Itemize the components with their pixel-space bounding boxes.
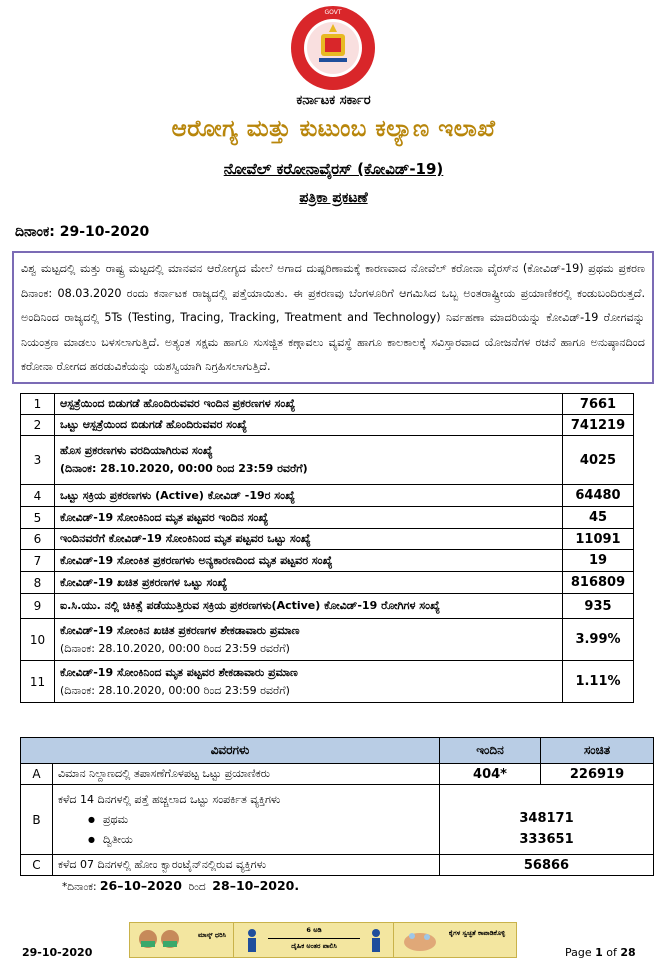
stats-row [21,572,634,594]
stats-row-description-cell [55,619,563,661]
stats-row-description: ಒಟ್ಟು ಆಸ್ಪತ್ರೆಯಿಂದ ಬಿಡುಗಡೆ ಹೊಂದಿರುವವರ ಸಂಖ್ಯೆ [60,418,247,431]
footer-date: 29-10-2020 [22,946,93,959]
footnote-to: 28–10–2020. [212,878,300,893]
person-left-icon [244,928,260,954]
government-name: ಕರ್ನಾಟಕ ಸರ್ಕಾರ [296,93,371,108]
stats-row-number: 7 [21,550,55,572]
stats-row-description-cell [55,529,563,550]
stats-row-value: 11091 [563,529,634,550]
header-cumulative: ಸಂಚಿತ [541,738,654,764]
document-type: ಪತ್ರಿಕಾ ಪ್ರಕಟಣೆ [299,190,368,206]
stats-row-value: 4025 [563,436,634,485]
page-of: of [606,946,617,959]
row-b-values [440,785,654,855]
footnote-mid: ರಿಂದ [188,881,206,893]
stats-row-description: ಕೋವಿಡ್-19 ಸೋಂಕಿನಿಂದ ಮೃತ ಪಟ್ಟವರ ಶೇಕಡಾವಾರು ಪ್ರಮಾಣ [60,665,298,679]
stats-row [21,529,634,550]
footnote-from: 26–10–2020 [99,878,182,893]
row-c-value: 56866 [440,855,654,876]
row-b-primary-value: 348171 [519,810,574,826]
stats-row-value: 741219 [563,415,634,436]
banner-hands-cell [394,923,516,957]
department-title: ಆರೋಗ್ಯ ಮತ್ತು ಕುಟುಂಬ ಕಲ್ಯಾಣ ಇಲಾಖೆ [171,116,496,142]
footnote [62,878,299,894]
stats-row-date-range: (ದಿನಾಂಕ: 28.10.2020, 00:00 ರಿಂದ 23:59 ರವರೆಗೆ) [60,641,290,655]
row-a-today: 404* [440,764,541,785]
page-current: 1 [595,946,603,959]
stats-row-value: 935 [563,594,634,619]
banner-hands-text: ಕೈಗಳ ಸ್ವಚ್ಛತೆ ಕಾಪಾಡಿಕೊಳ್ಳಿ [448,929,506,937]
stats-row-number: 3 [21,436,55,485]
stats-row-number: 5 [21,507,55,529]
stats-row-date-range: (ದಿನಾಂಕ: 28.10.2020, 00:00 ರಿಂದ 23:59 ರವರೆಗೆ) [60,683,290,697]
stats-row [21,485,634,507]
stats-row-value: 64480 [563,485,634,507]
stats-row [21,550,634,572]
release-date: ದಿನಾಂಕ: 29-10-2020 [15,224,150,240]
stats-row-date-range: (ದಿನಾಂಕ: 28.10.2020, 00:00 ರಿಂದ 23:59 ರವರೆಗೆ) [60,462,308,475]
row-b-desc: ಕಳೆದ 14 ದಿನಗಳಲ್ಲಿ ಪತ್ತೆ ಹಚ್ಚಲಾದ ಒಟ್ಟು ಸಂಪರ್ಕಿತ ವ್ಯಕ್ತಿಗಳು [58,792,281,806]
stats-row-description: ಒಟ್ಟು ಸಕ್ರಿಯ ಪ್ರಕರಣಗಳು (Active) ಕೋವಿಡ್ -19ರ ಸಂಖ್ಯೆ [60,488,295,502]
row-b-cell [53,785,440,855]
stats-row [21,436,634,485]
row-a-label: A [21,764,53,785]
stats-row-value: 816809 [563,572,634,594]
row-c-label: C [21,855,53,876]
page-number [565,946,636,959]
stats-row-description: ಕೋವಿಡ್-19 ಸೋಂಕಿನಿಂದ ಮೃತ ಪಟ್ಟವರ ಇಂದಿನ ಸಂಖ್ಯೆ [60,510,269,524]
row-b-label: B [21,785,53,855]
safety-banner [129,922,517,958]
stats-row [21,415,634,436]
stats-row-description-cell [55,661,563,703]
distance-arrow [268,938,360,939]
stats-row-number: 4 [21,485,55,507]
stats-row-number: 10 [21,619,55,661]
stats-row-description-cell [55,394,563,415]
row-c-desc: ಕಳೆದ 07 ದಿನಗಳಲ್ಲಿ ಹೋಂ ಕ್ವಾರಂಟೈನ್‌ನಲ್ಲಿರುವ ವ್ಯಕ್ತಿಗಳು [53,855,440,876]
mask-people-icon [136,927,188,955]
stats-row-description-cell [55,572,563,594]
stats-row-description: ಕೋವಿಡ್-19 ಸೋಂಕಿತ ಪ್ರಕರಣಗಳು ಅನ್ಯಕಾರಣದಿಂದ ಮೃತ ಪಟ್ಟವರ ಸಂಖ್ಯೆ [60,553,333,567]
karnataka-emblem-icon [289,4,377,92]
row-b-secondary: ● ದ್ವಿತೀಯ [88,833,434,847]
stats-row-description: ಇಂದಿನವರೆಗೆ ಕೋವಿಡ್-19 ಸೋಂಕಿನಿಂದ ಮೃತ ಪಟ್ಟವರ ಒಟ್ಟು ಸಂಖ್ಯೆ [60,532,311,545]
intro-paragraph: ವಿಶ್ವ ಮಟ್ಟದಲ್ಲಿ ಮತ್ತು ರಾಷ್ಟ್ರ ಮಟ್ಟದಲ್ಲಿ ಮಾನವನ ಆರೋಗ್ಯದ ಮೇಲೆ ಅಗಾದ ದುಷ್ಪರಿಣಾಮಕ್ಕೆ ಕಾರಣವಾದ ನೋವೆಲ್ ಕರೋನಾ ವೈರಸ್‌ನ (ಕೋವಿಡ್-19) ಪ್ರಥಮ ಪ್ರಕರಣ ದಿನಾಂಕ: 08.03.2020 ರಂದು ಕರ್ನಾಟಕ ರಾಜ್ಯದಲ್ಲಿ ಪತ್ತೆಯಾಯಿತು. ಈ ಪ್ರಕರಣವು ಬೆಂಗಳೂರಿಗೆ ಆಗಮಿಸಿದ ಒಬ್ಬ ಅಂತರಾಷ್ಟ್ರೀಯ ಪ್ರಯಾಣಿಕರಲ್ಲಿ ಕಂಡುಬಂದಿರುತ್ತದೆ. ಅಂದಿನಿಂದ ರಾಜ್ಯದಲ್ಲಿ 5Ts (Testing, Tracing, Tracking, Treatment and Technology) ನಿರ್ವಹಣಾ ಮಾದರಿಯನ್ನು ಕೋವಿಡ್-19 ರೋಗವನ್ನು ನಿಯಂತ್ರಣ ಮಾಡಲು ಬಳಸಲಾಗುತ್ತಿದೆ. ಅತ್ಯಂತ ಸಕ್ಷಮ ಹಾಗೂ ಸುಸಜ್ಜಿತ ಕಣ್ಗಾವಲು ವ್ಯವಸ್ಥೆ ಹಾಗೂ ಕಾಲಕಾಲಕ್ಕೆ ಸವಿಸ್ತಾರವಾದ ಯೋಜನೆಗಳ ರಚನೆ ಹಾಗೂ ಅನುಷ್ಠಾನದಿಂದ ಕರೋನಾ ರೋಗದ ಹರಡುವಿಕೆಯನ್ನು ಯಶಸ್ವಿಯಾಗಿ ನಿಗ್ರಹಿಸಲಾಗುತ್ತಿದೆ. [12,251,654,384]
banner-distance: 6 ಅಡಿ [306,926,322,934]
banner-mask-text: ಮಾಸ್ಕ್ ಧರಿಸಿ [198,931,226,939]
travel-table [20,737,654,876]
stats-row-number: 6 [21,529,55,550]
subject-title: ನೋವೆಲ್ ಕರೋನಾವೈರಸ್ (ಕೋವಿಡ್-19) [223,160,444,178]
stats-row [21,394,634,415]
stats-row-value: 7661 [563,394,634,415]
stats-row-description-cell [55,594,563,619]
stats-row-description-cell [55,436,563,485]
row-b-primary: ● ಪ್ರಥಮ [88,813,434,827]
stats-row-description: ಹೊಸ ಪ್ರಕರಣಗಳು ವರದಿಯಾಗಿರುವ ಸಂಖ್ಯೆ [60,444,213,457]
stats-row-value: 1.11% [563,661,634,703]
stats-row-value: 3.99% [563,619,634,661]
stats-row-value: 19 [563,550,634,572]
header-details: ವಿವರಗಳು [21,738,440,764]
stats-row-number: 11 [21,661,55,703]
stats-row-number: 8 [21,572,55,594]
stats-row-number: 9 [21,594,55,619]
banner-distance-text: ದೈಹಿಕ ಅಂತರ ಪಾಲಿಸಿ [291,942,337,950]
stats-row [21,619,634,661]
stats-row [21,594,634,619]
stats-row-description-cell [55,485,563,507]
stats-row-description: ಕೋವಿಡ್-19 ಖಚಿತ ಪ್ರಕರಣಗಳ ಒಟ್ಟು ಸಂಖ್ಯೆ [60,575,228,589]
banner-distance-cell [234,923,394,957]
stats-row [21,507,634,529]
header-today: ಇಂದಿನ [440,738,541,764]
banner-mask-cell [130,923,234,957]
stats-row-number: 1 [21,394,55,415]
stats-row-description-cell [55,415,563,436]
row-a-cumulative: 226919 [541,764,654,785]
stats-table [20,393,634,703]
stats-row-description: ಆಸ್ಪತ್ರೆಯಿಂದ ಬಿಡುಗಡೆ ಹೊಂದಿರುವವರ ಇಂದಿನ ಪ್ರಕರಣಗಳ ಸಂಖ್ಯೆ [60,397,296,410]
stats-row-number: 2 [21,415,55,436]
handwash-icon [400,928,440,954]
person-right-icon [368,928,384,954]
stats-row-description-cell [55,507,563,529]
page-prefix: Page [565,946,592,959]
stats-row-description: ಐ.ಸಿ.ಯು. ನಲ್ಲಿ ಚಿಕಿತ್ಸೆ ಪಡೆಯುತ್ತಿರುವ ಸಕ್ರಿಯ ಪ್ರಕರಣಗಳು(Active) ಕೋವಿಡ್-19 ರೋಗಿಗಳ ಸಂಖ್ಯೆ [60,599,440,612]
row-b-secondary-value: 333651 [519,831,574,847]
stats-row-value: 45 [563,507,634,529]
svg-text:GOVT: GOVT [324,9,342,16]
stats-row-description: ಕೋವಿಡ್-19 ಸೋಂಕಿನ ಖಚಿತ ಪ್ರಕರಣಗಳ ಶೇಕಡಾವಾರು ಪ್ರಮಾಣ [60,623,300,637]
row-a-desc: ವಿಮಾನ ನಿಲ್ದಾಣದಲ್ಲಿ ತಪಾಸಣೆಗೊಳಪಟ್ಟ ಒಟ್ಟು ಪ್ರಯಾಣಿಕರು [53,764,440,785]
stats-row [21,661,634,703]
footnote-prefix: *ದಿನಾಂಕ: [62,881,97,893]
page-total: 28 [620,946,636,959]
stats-row-description-cell [55,550,563,572]
